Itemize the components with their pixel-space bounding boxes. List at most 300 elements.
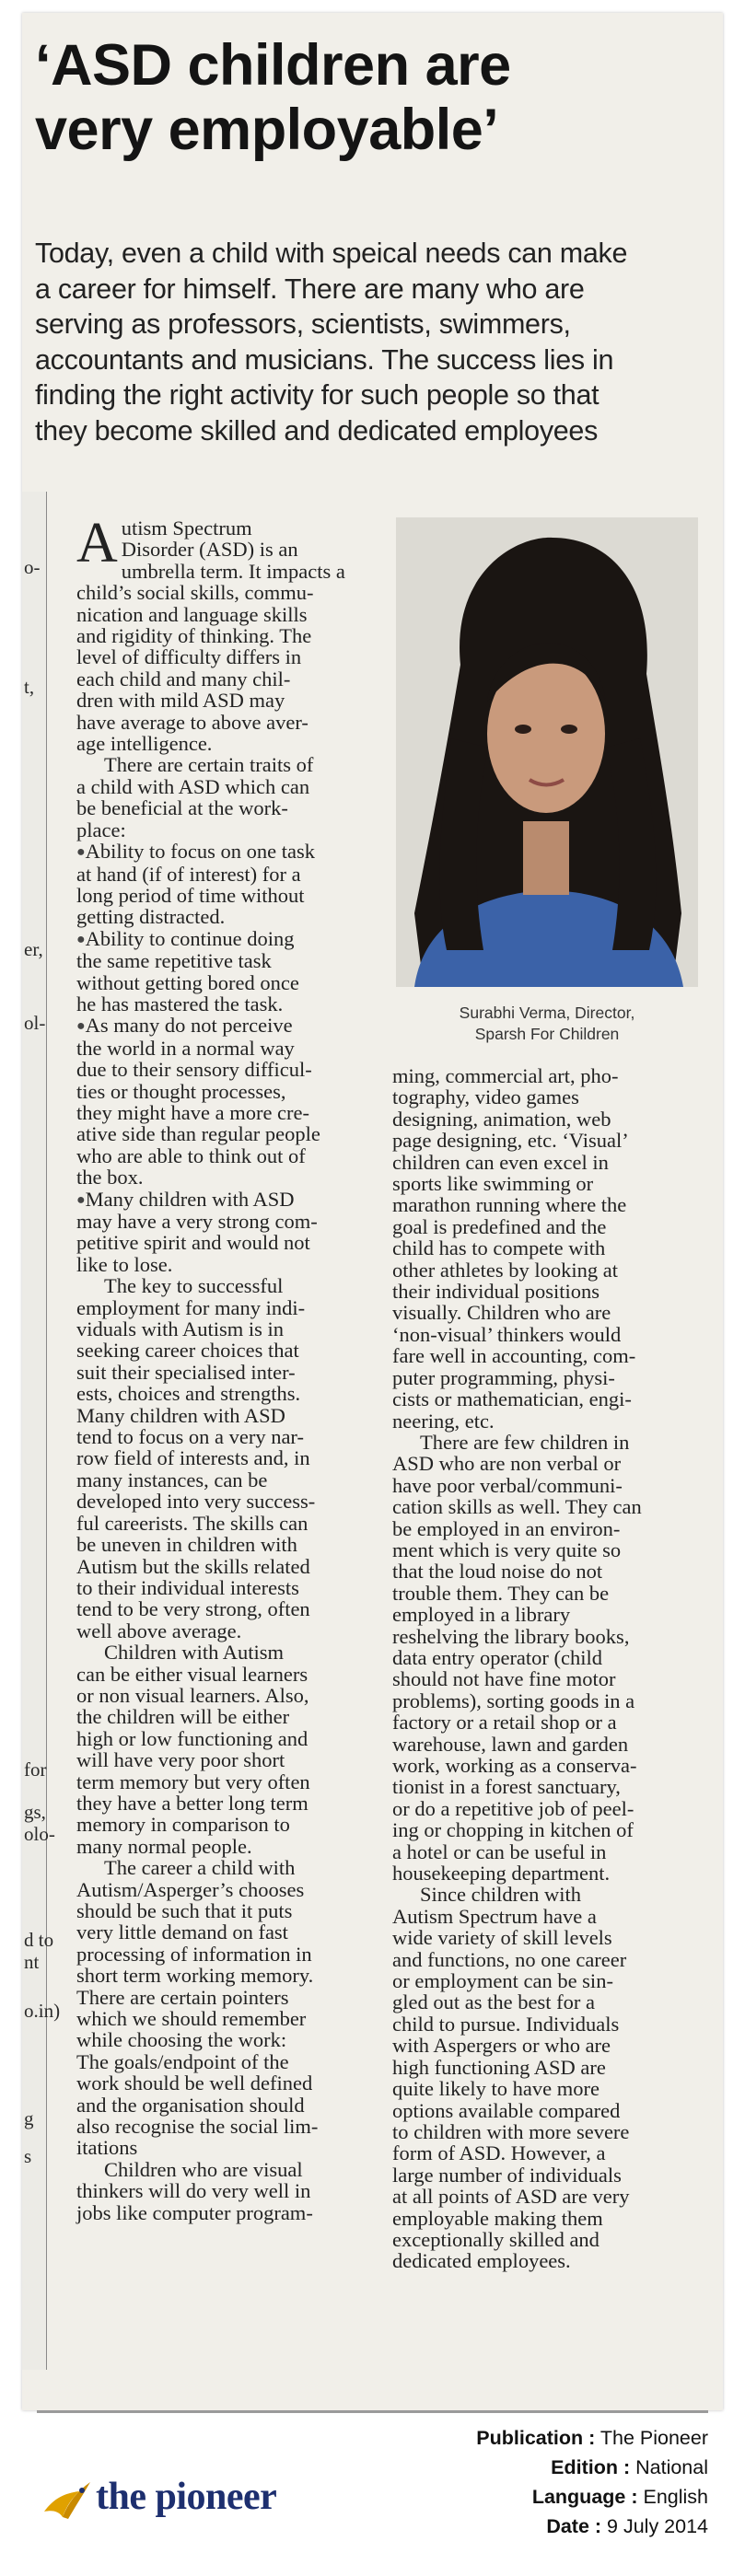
text-line <box>392 1216 704 1237</box>
line-text: like to lose. <box>76 1252 173 1276</box>
date-label: Date : <box>546 2515 602 2537</box>
text-line <box>392 1496 704 1517</box>
line-text: petitive spirit and would not <box>76 1231 310 1255</box>
text-line <box>392 1798 704 1819</box>
text-line <box>76 1556 394 1577</box>
line-text: can be either visual learners <box>76 1662 308 1686</box>
text-line <box>392 2035 704 2056</box>
line-text: goal is predefined and the <box>392 1214 607 1238</box>
text-line <box>76 1362 394 1383</box>
text-line <box>76 2180 394 2201</box>
photo-caption <box>396 1003 698 1045</box>
line-text: suit their specialised inter- <box>76 1360 296 1384</box>
line-text: tography, video games <box>392 1085 579 1109</box>
fragment-text: o.in) <box>24 2000 61 2022</box>
date-value: 9 July 2014 <box>607 2515 708 2537</box>
line-text: developed into very success- <box>76 1490 316 1514</box>
text-line <box>76 1469 394 1491</box>
text-line <box>76 864 394 885</box>
line-text: warehouse, lawn and garden <box>392 1732 629 1756</box>
text-line <box>392 1647 704 1668</box>
publication-value: The Pioneer <box>599 2427 708 2449</box>
text-line <box>76 582 394 603</box>
text-line <box>76 993 394 1015</box>
text-line <box>76 1059 394 1080</box>
fragment-text: er, <box>24 938 43 960</box>
line-text: processing of information in <box>76 1942 312 1966</box>
line-text: the children will be either <box>76 1705 290 1729</box>
text-line <box>76 972 394 993</box>
text-line <box>392 1906 704 1927</box>
text-line <box>76 1038 394 1059</box>
line-text: also recognise the social lim- <box>76 2115 319 2139</box>
text-line <box>392 1237 704 1259</box>
text-line <box>392 1841 704 1862</box>
line-text: many instances, can be <box>76 1468 268 1491</box>
line-text: they might have a more cre- <box>76 1100 310 1124</box>
text-line <box>392 1927 704 1948</box>
line-text: work should be well defined <box>76 2071 313 2095</box>
publication-metadata <box>377 2423 708 2541</box>
text-line <box>392 1086 704 1108</box>
text-line <box>392 1668 704 1689</box>
text-line <box>392 1259 704 1281</box>
text-line <box>76 1814 394 1835</box>
line-text: tend to focus on a very nar- <box>76 1425 304 1449</box>
text-line <box>76 1426 394 1447</box>
line-text: age intelligence. <box>76 732 213 756</box>
text-line <box>392 1130 704 1151</box>
line-text: that the loud noise do not <box>392 1560 603 1584</box>
text-line <box>76 1102 394 1123</box>
text-line <box>392 1324 704 1345</box>
line-text: Autism/Asperger’s chooses <box>76 1877 305 1901</box>
logo-wordmark: the pioneer <box>96 2476 277 2518</box>
line-text: or employment can be sin- <box>392 1969 613 1993</box>
pioneer-bird-icon <box>41 2475 94 2528</box>
line-text: designing, animation, web <box>392 1107 611 1131</box>
line-text: without getting bored once <box>76 970 299 994</box>
text-line <box>392 2121 704 2142</box>
line-text: Children who are visual <box>104 2157 303 2181</box>
text-line <box>76 885 394 906</box>
line-text: exceptionally skilled and <box>392 2227 599 2251</box>
line-text: There are certain pointers <box>76 1985 289 2009</box>
headline <box>35 33 716 162</box>
text-line <box>76 517 394 539</box>
line-text: be uneven in children with <box>76 1533 297 1557</box>
edition-value: National <box>635 2456 708 2478</box>
article-column-1 <box>76 512 394 2224</box>
publication-row <box>377 2423 708 2453</box>
line-text: Since children with <box>420 1883 581 1907</box>
line-text: high or low functioning and <box>76 1726 308 1750</box>
fragment-text: g <box>24 2107 34 2129</box>
line-text: Autism but the skills related <box>76 1554 310 1578</box>
line-text: quite likely to have more <box>392 2077 599 2101</box>
drop-cap: A <box>76 512 118 574</box>
text-line <box>392 2164 704 2186</box>
text-line <box>76 754 394 775</box>
text-line <box>76 1275 394 1296</box>
text-line <box>392 1734 704 1755</box>
line-text: the same repetitive task <box>76 949 272 973</box>
text-line <box>76 668 394 690</box>
text-line <box>76 1232 394 1253</box>
line-text: The goals/endpoint of the <box>76 2049 289 2073</box>
text-line <box>76 625 394 646</box>
text-line <box>76 1015 394 1037</box>
text-line <box>392 1862 704 1884</box>
text-line <box>392 1302 704 1323</box>
line-text: ests, choices and strengths. <box>76 1382 301 1406</box>
line-text: they have a better long term <box>76 1791 308 1815</box>
line-text: The career a child with <box>104 1856 296 1880</box>
line-text: well above average. <box>76 1619 242 1642</box>
line-text: may have a very strong com- <box>76 1210 318 1233</box>
text-line <box>392 1583 704 1604</box>
line-text: options available compared <box>392 2098 621 2122</box>
line-text: trouble them. They can be <box>392 1581 610 1605</box>
line-text: very little demand on fast <box>76 1920 288 1944</box>
text-line <box>76 1447 394 1468</box>
bullet-icon: ● <box>76 1018 86 1035</box>
newspaper-clipping <box>22 13 723 2410</box>
text-line <box>76 1383 394 1404</box>
text-line <box>76 1965 394 1986</box>
text-line <box>76 2202 394 2223</box>
text-line <box>76 1664 394 1685</box>
text-line <box>76 712 394 733</box>
caption-line-1: Surabhi Verma, Director, <box>459 1004 635 1022</box>
line-text: the world in a normal way <box>76 1036 295 1060</box>
line-text: a child with ASD which can <box>76 774 310 798</box>
portrait-photo <box>396 517 698 987</box>
line-text: housekeeping department. <box>392 1862 611 1886</box>
text-line <box>76 1836 394 1857</box>
line-text: Many children with ASD <box>85 1187 295 1211</box>
text-line <box>76 1642 394 1663</box>
text-line <box>76 2051 394 2072</box>
standfirst-line: they become skilled and dedicated employees <box>35 414 599 447</box>
standfirst <box>35 236 715 448</box>
line-text: or do a repetitive job of peel- <box>392 1796 634 1820</box>
line-text: large number of individuals <box>392 2163 622 2187</box>
standfirst-line: a career for himself. There are many who are <box>35 273 585 305</box>
line-text: ‘non-visual’ thinkers would <box>392 1322 622 1346</box>
line-text: umbrella term. It impacts a <box>121 559 345 583</box>
line-text: factory or a retail shop or a <box>392 1711 617 1735</box>
edition-label: Edition : <box>551 2456 631 2478</box>
line-text: Disorder (ASD) is an <box>121 538 298 562</box>
line-text: jobs like computer program- <box>76 2200 313 2224</box>
line-text: dren with mild ASD may <box>76 689 285 713</box>
text-line <box>392 1410 704 1432</box>
text-line <box>76 1254 394 1275</box>
line-text: have average to above aver- <box>76 710 308 734</box>
line-text: have poor verbal/communi- <box>392 1473 623 1497</box>
line-text: child has to compete with <box>392 1236 606 1260</box>
line-text: There are few children in <box>420 1430 630 1454</box>
text-line <box>76 1534 394 1555</box>
text-line <box>76 1900 394 1921</box>
line-text: The key to successful <box>104 1274 284 1298</box>
language-value: English <box>643 2486 708 2508</box>
text-line <box>76 2072 394 2094</box>
text-line <box>76 561 394 582</box>
line-text: fare well in accounting, com- <box>392 1344 636 1368</box>
line-text: data entry operator (child <box>392 1645 603 1669</box>
caption-line-2: Sparsh For Children <box>474 1025 620 1043</box>
line-text: place: <box>76 818 126 841</box>
text-line <box>392 1690 704 1712</box>
headline-line-1: ‘ASD children are <box>35 33 511 98</box>
text-line <box>76 2029 394 2050</box>
text-line <box>76 2008 394 2029</box>
text-line <box>76 797 394 818</box>
fragment-text: olo- <box>24 1823 55 1845</box>
text-line <box>76 1598 394 1619</box>
text-line <box>392 2100 704 2121</box>
text-line <box>76 1145 394 1166</box>
text-line <box>76 1728 394 1749</box>
line-text: ASD who are non verbal or <box>392 1452 622 1476</box>
line-text: itations <box>76 2136 138 2160</box>
line-text: many normal people. <box>76 1834 252 1858</box>
text-line <box>76 1857 394 1878</box>
adjacent-article-fragment <box>22 492 61 2370</box>
standfirst-line: accountants and musicians. The success lies in <box>35 343 614 376</box>
line-text: wide variety of skill levels <box>392 1926 612 1950</box>
line-text: child’s social skills, commu- <box>76 581 314 605</box>
line-text: employed in a library <box>392 1603 571 1627</box>
line-text: dedicated employees. <box>392 2249 571 2273</box>
text-line <box>392 2250 704 2271</box>
line-text: seeking career choices that <box>76 1339 299 1363</box>
line-text: be employed in an environ- <box>392 1516 621 1540</box>
bullet-icon: ● <box>76 844 86 861</box>
line-text: other athletes by looking at <box>392 1258 618 1282</box>
text-line <box>392 1539 704 1561</box>
line-text: short term working memory. <box>76 1964 314 1988</box>
line-text: Ability to focus on one task <box>85 840 316 864</box>
line-text: ties or thought processes, <box>76 1079 286 1103</box>
line-text: page designing, etc. ‘Visual’ <box>392 1129 629 1153</box>
line-text: or non visual learners. Also, <box>76 1683 309 1707</box>
line-text: tend to be very strong, often <box>76 1597 310 1621</box>
fragment-text: for <box>24 1758 47 1781</box>
line-text: child to pursue. Individuals <box>392 2012 620 2036</box>
line-text: Children with Autism <box>104 1641 285 1665</box>
text-line <box>76 906 394 927</box>
line-text: high functioning ASD are <box>392 2055 606 2079</box>
line-text: their individual positions <box>392 1280 599 1304</box>
line-text: due to their sensory difficul- <box>76 1058 312 1082</box>
text-line <box>76 950 394 971</box>
text-line <box>392 1755 704 1776</box>
text-line <box>76 1987 394 2008</box>
line-text: employable making them <box>392 2206 603 2230</box>
line-text: neering, etc. <box>392 1409 495 1433</box>
text-line <box>76 1166 394 1188</box>
text-line <box>392 1949 704 1970</box>
text-line <box>392 1712 704 1733</box>
line-text: tionist in a forest sanctuary, <box>392 1775 621 1799</box>
edition-row <box>377 2453 708 2482</box>
text-line <box>76 733 394 754</box>
line-text: a hotel or can be useful in <box>392 1839 607 1863</box>
text-line <box>392 1991 704 2013</box>
text-line <box>76 1123 394 1144</box>
standfirst-line: Today, even a child with speical needs can make <box>35 238 628 269</box>
text-line <box>76 2137 394 2158</box>
text-line <box>392 1345 704 1366</box>
text-line <box>76 2116 394 2137</box>
headline-line-2: very employable’ <box>35 98 499 162</box>
line-text: the box. <box>76 1166 144 1189</box>
line-text: cation skills as well. They can <box>392 1495 642 1519</box>
text-line <box>392 1108 704 1130</box>
fragment-text: nt <box>24 1951 40 1973</box>
line-text: cists or mathematician, engi- <box>392 1387 632 1411</box>
article-column-2 <box>392 1065 704 2272</box>
bullet-icon: ● <box>76 931 86 947</box>
line-text: which we should remember <box>76 2007 307 2031</box>
text-line <box>392 1194 704 1215</box>
line-text: who are able to think out of <box>76 1143 306 1167</box>
line-text: form of ASD. However, a <box>392 2141 606 2165</box>
text-line <box>392 1453 704 1474</box>
language-row <box>377 2482 708 2512</box>
text-line <box>76 1318 394 1340</box>
text-line <box>392 1281 704 1302</box>
portrait-illustration <box>396 517 698 987</box>
line-text: puter programming, physi- <box>392 1365 615 1389</box>
text-line <box>392 1152 704 1173</box>
fragment-text: s <box>24 2145 32 2167</box>
publication-logo <box>41 2475 335 2530</box>
text-line <box>392 1367 704 1388</box>
text-line <box>76 1685 394 1706</box>
text-line <box>76 1749 394 1770</box>
text-line <box>76 1706 394 1727</box>
line-text: work, working as a conserva- <box>392 1754 637 1777</box>
text-line <box>76 1081 394 1102</box>
fragment-text: t, <box>24 676 35 698</box>
bullet-icon: ● <box>76 1191 86 1208</box>
text-line <box>76 646 394 667</box>
text-line <box>392 1626 704 1647</box>
text-line <box>76 1340 394 1361</box>
line-text: As many do not perceive <box>85 1014 293 1038</box>
line-text: nication and language skills <box>76 602 308 626</box>
text-line <box>76 1491 394 1512</box>
text-line <box>76 1921 394 1943</box>
text-line <box>76 604 394 625</box>
text-line <box>76 819 394 841</box>
text-line <box>76 1513 394 1534</box>
text-line <box>76 539 394 560</box>
text-line <box>392 2057 704 2078</box>
line-text: ful careerists. The skills can <box>76 1511 308 1535</box>
line-text: Ability to continue doing <box>85 926 295 950</box>
line-text: problems), sorting goods in a <box>392 1688 635 1712</box>
standfirst-line: serving as professors, scientists, swimmers, <box>35 308 571 340</box>
footer-divider <box>37 2410 708 2413</box>
text-line <box>76 1189 394 1211</box>
text-line <box>76 928 394 950</box>
line-text: at all points of ASD are very <box>392 2185 630 2209</box>
text-line <box>76 1297 394 1318</box>
line-text: term memory but very often <box>76 1770 310 1793</box>
text-line <box>392 1819 704 1840</box>
text-line <box>76 1405 394 1426</box>
text-line <box>392 1518 704 1539</box>
text-line <box>392 1884 704 1905</box>
line-text: viduals with Autism is in <box>76 1317 285 1341</box>
language-label: Language : <box>531 2486 638 2508</box>
text-line <box>392 1388 704 1410</box>
text-line <box>76 1620 394 1642</box>
text-line <box>76 776 394 797</box>
text-line <box>392 1475 704 1496</box>
line-text: children can even excel in <box>392 1150 609 1174</box>
line-text: and rigidity of thinking. The <box>76 624 312 648</box>
text-line <box>392 2013 704 2035</box>
line-text: marathon running where the <box>392 1193 627 1217</box>
text-line <box>392 2208 704 2229</box>
text-line <box>392 2186 704 2207</box>
line-text: ming, commercial art, pho- <box>392 1064 619 1087</box>
text-line <box>76 1879 394 1900</box>
line-text: each child and many chil- <box>76 667 291 690</box>
line-text: ment which is very quite so <box>392 1537 622 1561</box>
line-text: ative side than regular people <box>76 1122 320 1146</box>
text-line <box>392 2229 704 2250</box>
line-text: reshelving the library books, <box>392 1624 630 1648</box>
text-line <box>76 2094 394 2116</box>
line-text: sports like swimming or <box>392 1172 594 1196</box>
line-text: thinkers will do very well in <box>76 2179 311 2203</box>
line-text: gled out as the best for a <box>392 1990 595 2014</box>
text-line <box>392 1065 704 1086</box>
line-text: be beneficial at the work- <box>76 796 288 820</box>
line-text: getting distracted. <box>76 905 226 929</box>
line-text: and the organisation should <box>76 2093 305 2117</box>
date-row <box>377 2512 708 2541</box>
line-text: to children with more severe <box>392 2119 630 2143</box>
line-text: Autism Spectrum have a <box>392 1904 597 1928</box>
line-text: memory in comparison to <box>76 1813 290 1837</box>
line-text: utism Spectrum <box>121 516 252 540</box>
text-line <box>392 1432 704 1453</box>
line-text: employment for many indi- <box>76 1295 306 1319</box>
text-line <box>392 1970 704 1991</box>
standfirst-line: finding the right activity for such people so that <box>35 379 599 411</box>
line-text: ing or chopping in kitchen of <box>392 1818 634 1842</box>
text-line <box>392 2078 704 2099</box>
line-text: should not have fine motor <box>392 1667 616 1691</box>
line-text: There are certain traits of <box>104 753 314 777</box>
line-text: will have very poor short <box>76 1748 285 1772</box>
fragment-text: d to <box>24 1929 54 1951</box>
fragment-text: ol- <box>24 1012 46 1034</box>
text-line <box>76 1771 394 1793</box>
text-line <box>392 2142 704 2164</box>
line-text: to their individual interests <box>76 1575 299 1599</box>
line-text: at hand (if of interest) for a <box>76 862 301 886</box>
publication-label: Publication : <box>476 2427 596 2449</box>
